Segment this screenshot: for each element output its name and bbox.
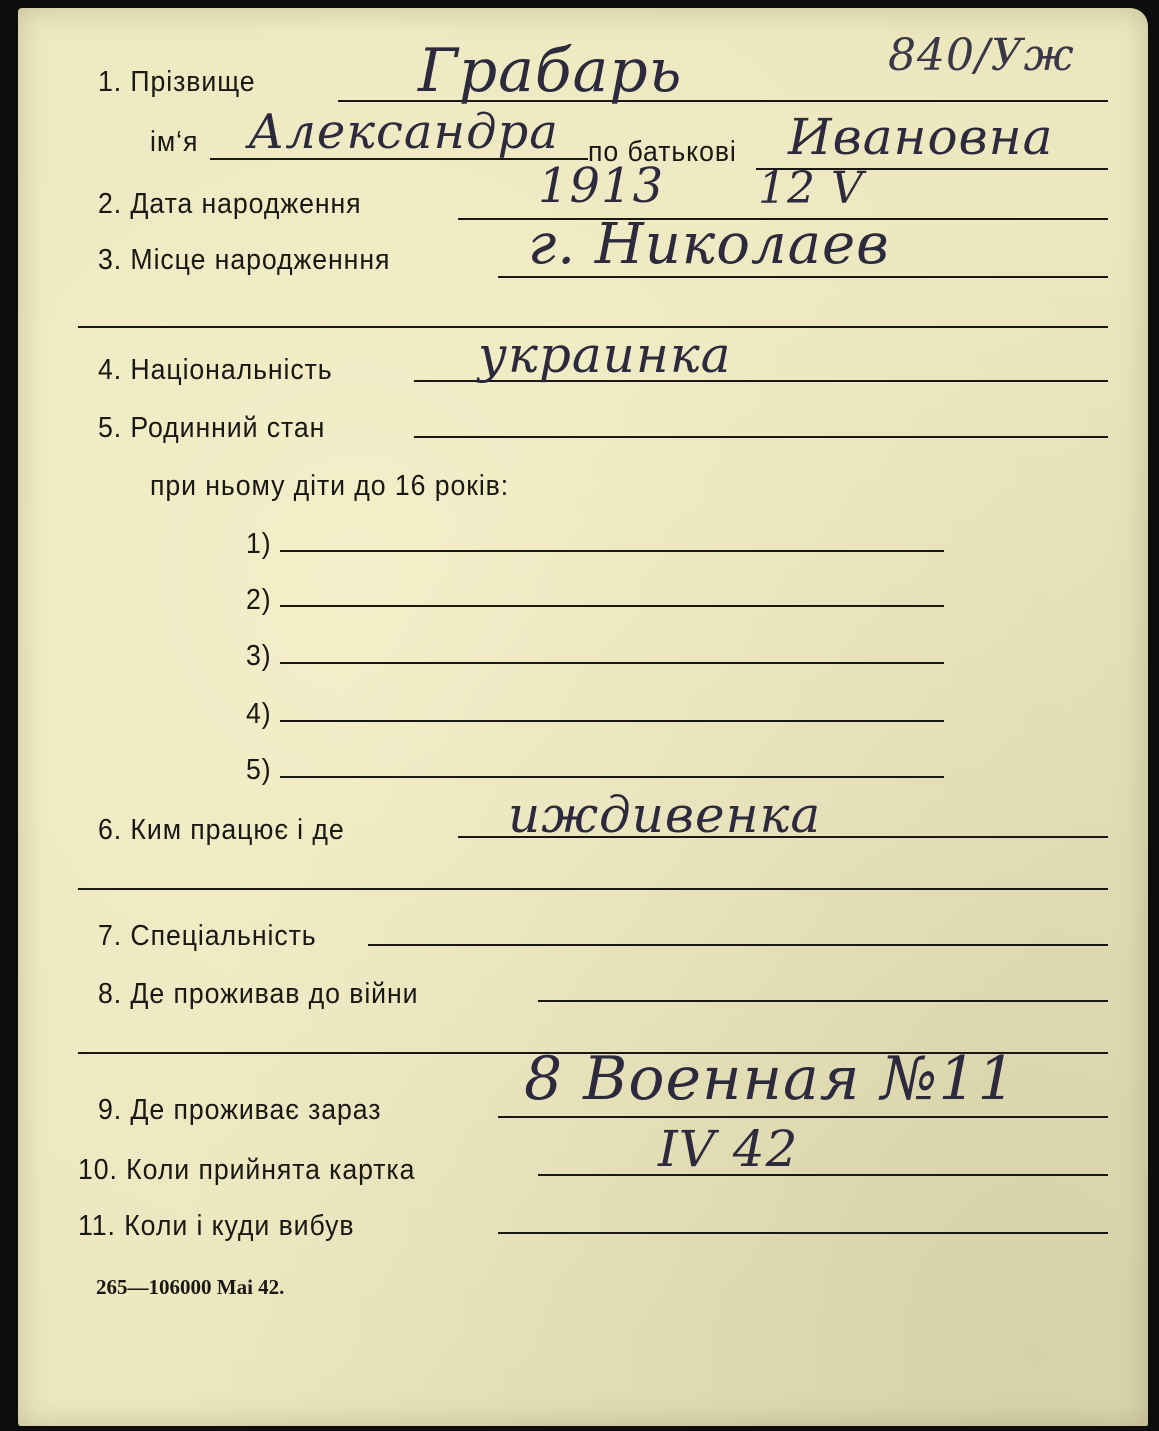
child-4-label: 4) — [246, 698, 272, 730]
label-name: ім‘я — [150, 126, 199, 158]
label-prewar-address: 8. Де проживав до війни — [98, 978, 419, 1010]
line-family-status — [414, 436, 1108, 438]
value-nationality: украинка — [478, 326, 732, 384]
value-work: иждивенка — [508, 786, 822, 844]
value-birth-day: 12 V — [758, 163, 864, 214]
label-current-address: 9. Де проживає зараз — [98, 1094, 382, 1126]
child-2-line — [280, 605, 944, 607]
value-birth-year: 1913 — [538, 158, 665, 214]
child-3-label: 3) — [246, 640, 272, 672]
child-4-line — [280, 720, 944, 722]
child-1-label: 1) — [246, 528, 272, 560]
child-1-line — [280, 550, 944, 552]
label-children: при ньому діти до 16 років: — [150, 470, 510, 502]
label-family-status: 5. Родинний стан — [98, 412, 326, 444]
value-card-date: IV 42 — [658, 1120, 799, 1178]
value-name: Александра — [248, 104, 559, 160]
label-work: 6. Ким працює і де — [98, 814, 345, 846]
child-5-line — [280, 776, 944, 778]
child-5-label: 5) — [246, 754, 272, 786]
line-current-address — [498, 1116, 1108, 1118]
label-card-accepted: 10. Коли прийнята картка — [78, 1154, 416, 1186]
value-current-address: 8 Военная №11 — [524, 1044, 1017, 1114]
label-birthplace: 3. Місце народженння — [98, 244, 391, 276]
label-nationality: 4. Національність — [98, 354, 333, 386]
value-birthplace: г. Николаев — [528, 212, 890, 277]
line-work-2 — [78, 888, 1108, 890]
line-departure — [498, 1232, 1108, 1234]
line-prewar-address — [538, 1000, 1108, 1002]
label-departure: 11. Коли і куди вибув — [78, 1210, 355, 1242]
child-3-line — [280, 662, 944, 664]
card-number: 840/Уж — [888, 30, 1075, 81]
registration-card — [18, 8, 1148, 1426]
printer-imprint: 265—106000 Mai 42. — [96, 1275, 285, 1299]
label-specialty: 7. Спеціальність — [98, 920, 317, 952]
line-card-accepted — [538, 1174, 1108, 1176]
label-birthdate: 2. Дата народження — [98, 188, 362, 220]
label-surname: 1. Прізвище — [98, 66, 256, 98]
value-surname: Грабарь — [418, 36, 683, 106]
child-2-label: 2) — [246, 584, 272, 616]
label-patronymic: по батькові — [588, 136, 737, 168]
value-patronymic: Ивановна — [788, 108, 1054, 166]
line-specialty — [368, 944, 1108, 946]
